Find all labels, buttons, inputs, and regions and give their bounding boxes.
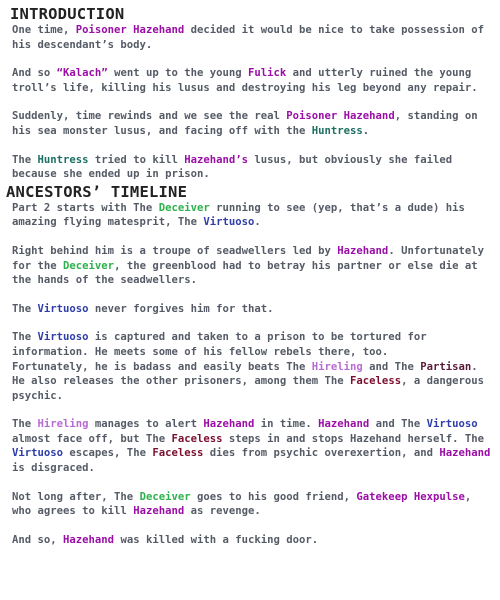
name-deceiver: Deceiver [63, 259, 115, 272]
text-run: And so [12, 67, 57, 80]
text-run: and utterly ruined the young troll’s life, killing his lusus and destroying his leg beyond any repair. [12, 67, 478, 94]
section-title-introduction: INTRODUCTION [10, 5, 125, 23]
name-hazehand: Hazehand [318, 418, 370, 431]
text-run: , who agrees to kill [12, 490, 472, 518]
text-run: is captured and taken to a prison to be tortured for information. He meets some of his fellow rebels there, too. [12, 331, 427, 358]
text-run: is disgraced. [12, 462, 95, 475]
name-huntress: Huntress [311, 124, 363, 137]
text-run: The [12, 153, 38, 166]
timeline-paragraph-4 [10, 330, 494, 359]
timeline-paragraph-2 [10, 244, 494, 288]
text-run: went up to the young [107, 67, 249, 80]
text-run: . [362, 124, 370, 137]
text-run: Not long after, The [12, 490, 140, 503]
name-faceless: Faceless [171, 432, 223, 445]
text-run: The [12, 418, 38, 431]
text-run: steps in and stops Hazehand herself. The [222, 432, 484, 445]
text-run: decided it would be nice to take possession of his descendant’s body. [12, 24, 484, 51]
name-virtuoso: Virtuoso [426, 418, 478, 431]
name-virtuoso: Virtuoso [12, 447, 64, 460]
name-hazehand: Hazehand [133, 505, 185, 518]
text-run: . Unfortunately for the [12, 244, 484, 272]
name-faceless: Faceless [152, 447, 204, 460]
text-run: as revenge. [184, 505, 261, 518]
text-run: Suddenly, time rewinds and we see the real [12, 110, 287, 123]
name-virtuoso: Virtuoso [37, 331, 89, 344]
intro-paragraph-2 [10, 66, 494, 95]
text-run: , the greenblood had to betray his partner or else die at the hands of the seadwellers. [12, 259, 478, 287]
name-hazehand: Hazehand [337, 244, 389, 257]
name-hazehand: Hazehand [203, 418, 255, 431]
text-run: goes to his good friend, [190, 490, 357, 503]
name-deceiver: Deceiver [139, 490, 191, 503]
text-run: One time, [12, 24, 76, 36]
text-run: , a dangerous psychic. [12, 375, 484, 402]
text-run: almost face off, but The [12, 432, 172, 445]
timeline-section [6, 182, 494, 548]
section-title-timeline: ANCESTORS’ TIMELINE [6, 182, 188, 201]
text-run: dies from psychic overexertion, and [203, 447, 440, 460]
timeline-paragraph-5 [10, 360, 494, 404]
name-virtuoso: Virtuoso [37, 302, 89, 315]
timeline-paragraph-7 [10, 490, 494, 519]
text-run: manages to alert [88, 418, 204, 431]
name-fulick: Fulick [248, 67, 287, 80]
text-run: and The [369, 418, 427, 431]
name-partisan: Partisan [420, 360, 472, 373]
name-kalach: “Kalach” [56, 67, 108, 80]
text-run: lusus, but obviously she failed because she ended up in prison. [12, 153, 453, 181]
text-run: , standing on his sea monster lusus, and facing off with the [12, 110, 478, 137]
text-run: Right behind him is a troupe of seadwellers led by [12, 244, 338, 257]
timeline-paragraph-3 [10, 302, 494, 317]
name-poisoner-hazehand: Poisoner Hazehand [286, 110, 395, 123]
text-run: . He also releases the other prisoners, among them The [12, 360, 478, 388]
text-run: Fortunately, he is badass and easily beats The [12, 360, 312, 373]
text-run: The [12, 331, 38, 344]
timeline-paragraph-8 [10, 533, 494, 548]
name-hireling: Hireling [37, 418, 89, 431]
name-faceless: Faceless [350, 375, 402, 388]
name-hazehand: Hazehand [63, 533, 115, 546]
text-run: The [12, 302, 38, 315]
intro-paragraph-4 [10, 153, 494, 182]
name-gatekeep-hexpulse: Gatekeep Hexpulse [356, 490, 465, 503]
timeline-paragraph-6 [10, 417, 494, 475]
name-virtuoso: Virtuoso [203, 216, 255, 229]
text-run: And so, [12, 533, 64, 546]
name-poisoner-hazehand: Poisoner Hazehand [75, 24, 185, 36]
text-run: in time. [254, 418, 319, 431]
text-run: never forgives him for that. [88, 302, 274, 315]
name-deceiver: Deceiver [158, 201, 210, 214]
introduction-section [10, 6, 494, 182]
timeline-paragraph-1 [10, 201, 494, 230]
text-run: was killed with a fucking door. [114, 533, 319, 546]
intro-paragraph-1 [10, 23, 494, 52]
text-run: tried to kill [88, 153, 185, 166]
name-hazehand: Hazehand [439, 447, 491, 460]
text-run: and The [362, 360, 421, 373]
intro-paragraph-3 [10, 109, 494, 138]
text-run: Part 2 starts with The [12, 201, 159, 214]
text-run: . [254, 216, 261, 229]
name-huntress: Huntress [37, 153, 89, 166]
text-run: escapes, The [63, 447, 153, 460]
name-hireling: Hireling [311, 360, 363, 373]
text-run: running to see (yep, that’s a dude) his amazing flying matesprit, The [12, 201, 465, 229]
name-hazehands: Hazehand’s [184, 153, 248, 166]
